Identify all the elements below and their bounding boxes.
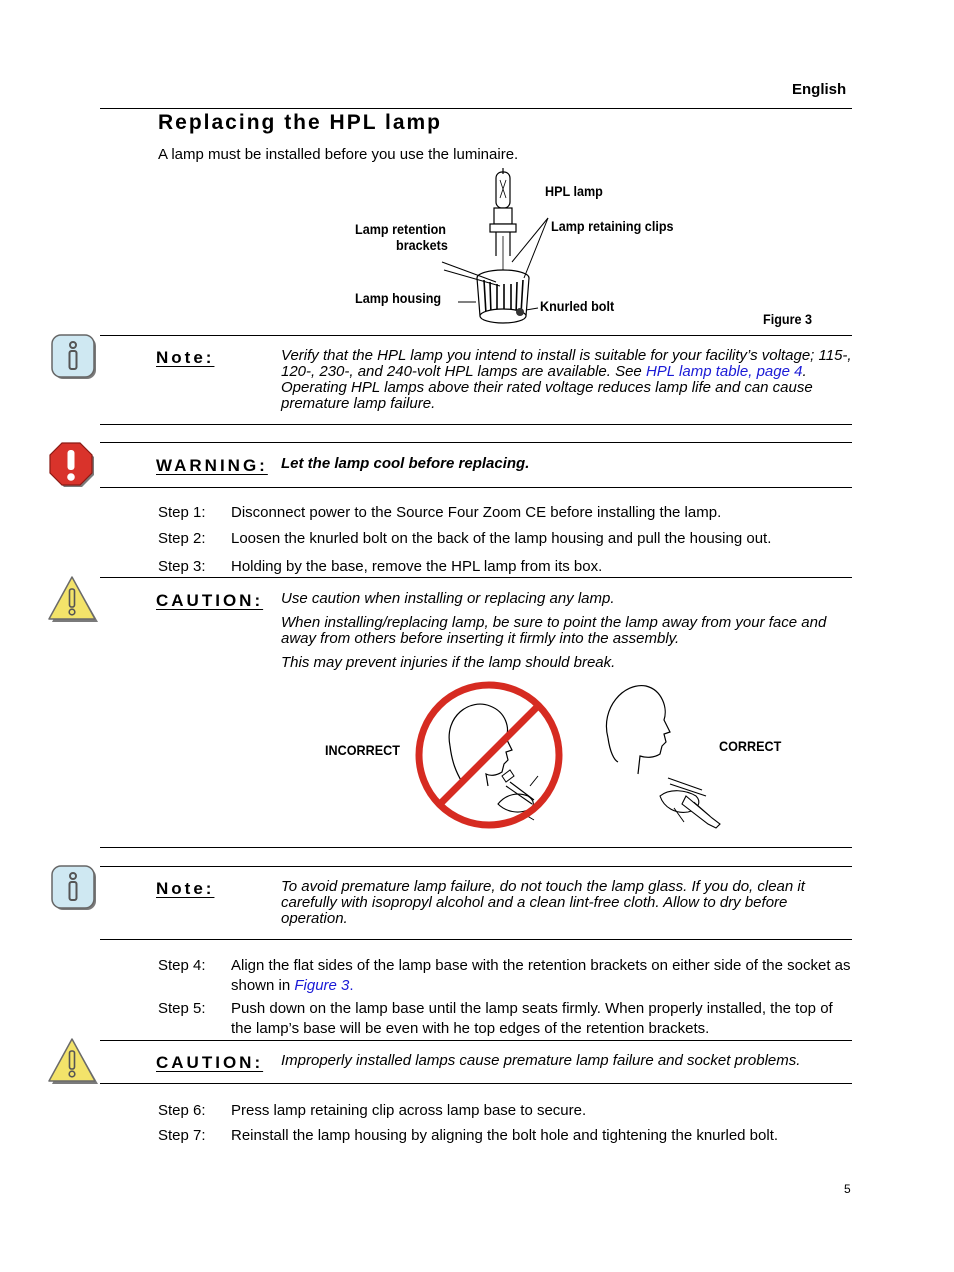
note1-bottom-rule bbox=[100, 424, 852, 425]
step-4-text-pre: Align the flat sides of the lamp base with the retention brackets on either side of the socket as shown in bbox=[231, 957, 851, 994]
step-7-text: Reinstall the lamp housing by aligning the bolt hole and tightening the knurled bolt. bbox=[231, 1127, 779, 1144]
caution1-label: CAUTION: bbox=[156, 591, 264, 610]
warning-label: WARNING: bbox=[156, 456, 268, 475]
caution1-line3: This may prevent injuries if the lamp should break. bbox=[281, 654, 616, 671]
caution2-label: CAUTION: bbox=[156, 1053, 264, 1072]
figure-label-knurled-bolt: Knurled bolt bbox=[540, 298, 615, 314]
header-language: English bbox=[792, 81, 847, 98]
warning-bottom-rule bbox=[100, 487, 852, 488]
note2-bottom-rule bbox=[100, 939, 852, 940]
figure-label-hpl-lamp: HPL lamp bbox=[545, 183, 603, 199]
caution1-top-rule bbox=[100, 577, 852, 578]
step-3-label: Step 3: bbox=[158, 558, 206, 575]
warning-text: Let the lamp cool before replacing. bbox=[281, 455, 530, 472]
note2-text: To avoid premature lamp failure, do not touch the lamp glass. If you do, clean it carefully with isopropyl alcohol and a clean lint-free cloth. Allow to dry before operation. bbox=[281, 878, 805, 927]
info-icon bbox=[50, 333, 98, 381]
page-title: Replacing the HPL lamp bbox=[158, 111, 442, 134]
caution2-text: Improperly installed lamps cause premature lamp failure and socket problems. bbox=[281, 1052, 801, 1069]
step-6-label: Step 6: bbox=[158, 1102, 206, 1119]
step-3-text: Holding by the base, remove the HPL lamp from its box. bbox=[231, 558, 603, 575]
caution1-line1: Use caution when installing or replacing any lamp. bbox=[281, 590, 615, 607]
hpl-lamp-table-link[interactable]: HPL lamp table, page 4 bbox=[645, 363, 803, 380]
note1-text bbox=[281, 348, 853, 412]
warning-triangle-icon bbox=[48, 574, 100, 624]
figure-label-housing: Lamp housing bbox=[355, 290, 442, 306]
step-2-label: Step 2: bbox=[158, 530, 206, 547]
step-5-text: Push down on the lamp base until the lamp seats firmly. When properly installed, the top of the lamp’s base will be even with he top edges of the retention brackets. bbox=[231, 1000, 833, 1037]
note2-label: Note: bbox=[156, 879, 215, 898]
step-4-text-post: . bbox=[349, 977, 354, 994]
figure-label-retaining-clips: Lamp retaining clips bbox=[551, 218, 674, 234]
caution2-top-rule bbox=[100, 1040, 852, 1041]
note1-top-rule bbox=[100, 335, 852, 336]
incorrect-label: INCORRECT bbox=[325, 742, 400, 758]
step-2-text: Loosen the knurled bolt on the back of the lamp housing and pull the housing out. bbox=[231, 530, 772, 547]
correct-illustration bbox=[590, 678, 740, 838]
note2-top-rule bbox=[100, 866, 852, 867]
note1-text-post: . Operating HPL lamps above their rated voltage reduces lamp life and can cause premature lamp failure. bbox=[281, 363, 813, 412]
step-6-text: Press lamp retaining clip across lamp base to secure. bbox=[231, 1102, 587, 1119]
correct-label: CORRECT bbox=[719, 738, 782, 754]
step-1-text: Disconnect power to the Source Four Zoom CE before installing the lamp. bbox=[231, 504, 722, 521]
figure-label-retention-2: brackets bbox=[396, 237, 448, 253]
step-1-label: Step 1: bbox=[158, 504, 206, 521]
step-7-label: Step 7: bbox=[158, 1127, 206, 1144]
intro-text: A lamp must be installed before you use the luminaire. bbox=[158, 146, 519, 163]
step-5-label: Step 5: bbox=[158, 1000, 206, 1017]
note1-text-pre: Verify that the HPL lamp you intend to install is suitable for your facility’s voltage; 115-, 120-, 230-, and 240-volt HPL lamps are available. See bbox=[281, 347, 852, 380]
incorrect-illustration bbox=[410, 676, 570, 836]
note1-label: Note: bbox=[156, 348, 215, 367]
figure-3-link[interactable]: Figure 3 bbox=[294, 977, 350, 994]
caution2-bottom-rule bbox=[100, 1083, 852, 1084]
warning-triangle-icon bbox=[48, 1036, 100, 1086]
figure-caption: Figure 3 bbox=[763, 311, 813, 327]
figure-label-retention-1: Lamp retention bbox=[355, 221, 447, 237]
caution1-line2: When installing/replacing lamp, be sure to point the lamp away from your face and away from others before inserting it firmly into the assembly. bbox=[281, 614, 827, 647]
page-number: 5 bbox=[844, 1182, 851, 1196]
header-rule bbox=[100, 108, 852, 109]
caution1-bottom-rule bbox=[100, 847, 852, 848]
stop-icon bbox=[48, 441, 96, 489]
warning-top-rule bbox=[100, 442, 852, 443]
step-4-label: Step 4: bbox=[158, 957, 206, 974]
step-4-text bbox=[231, 956, 853, 996]
info-icon bbox=[50, 864, 98, 912]
